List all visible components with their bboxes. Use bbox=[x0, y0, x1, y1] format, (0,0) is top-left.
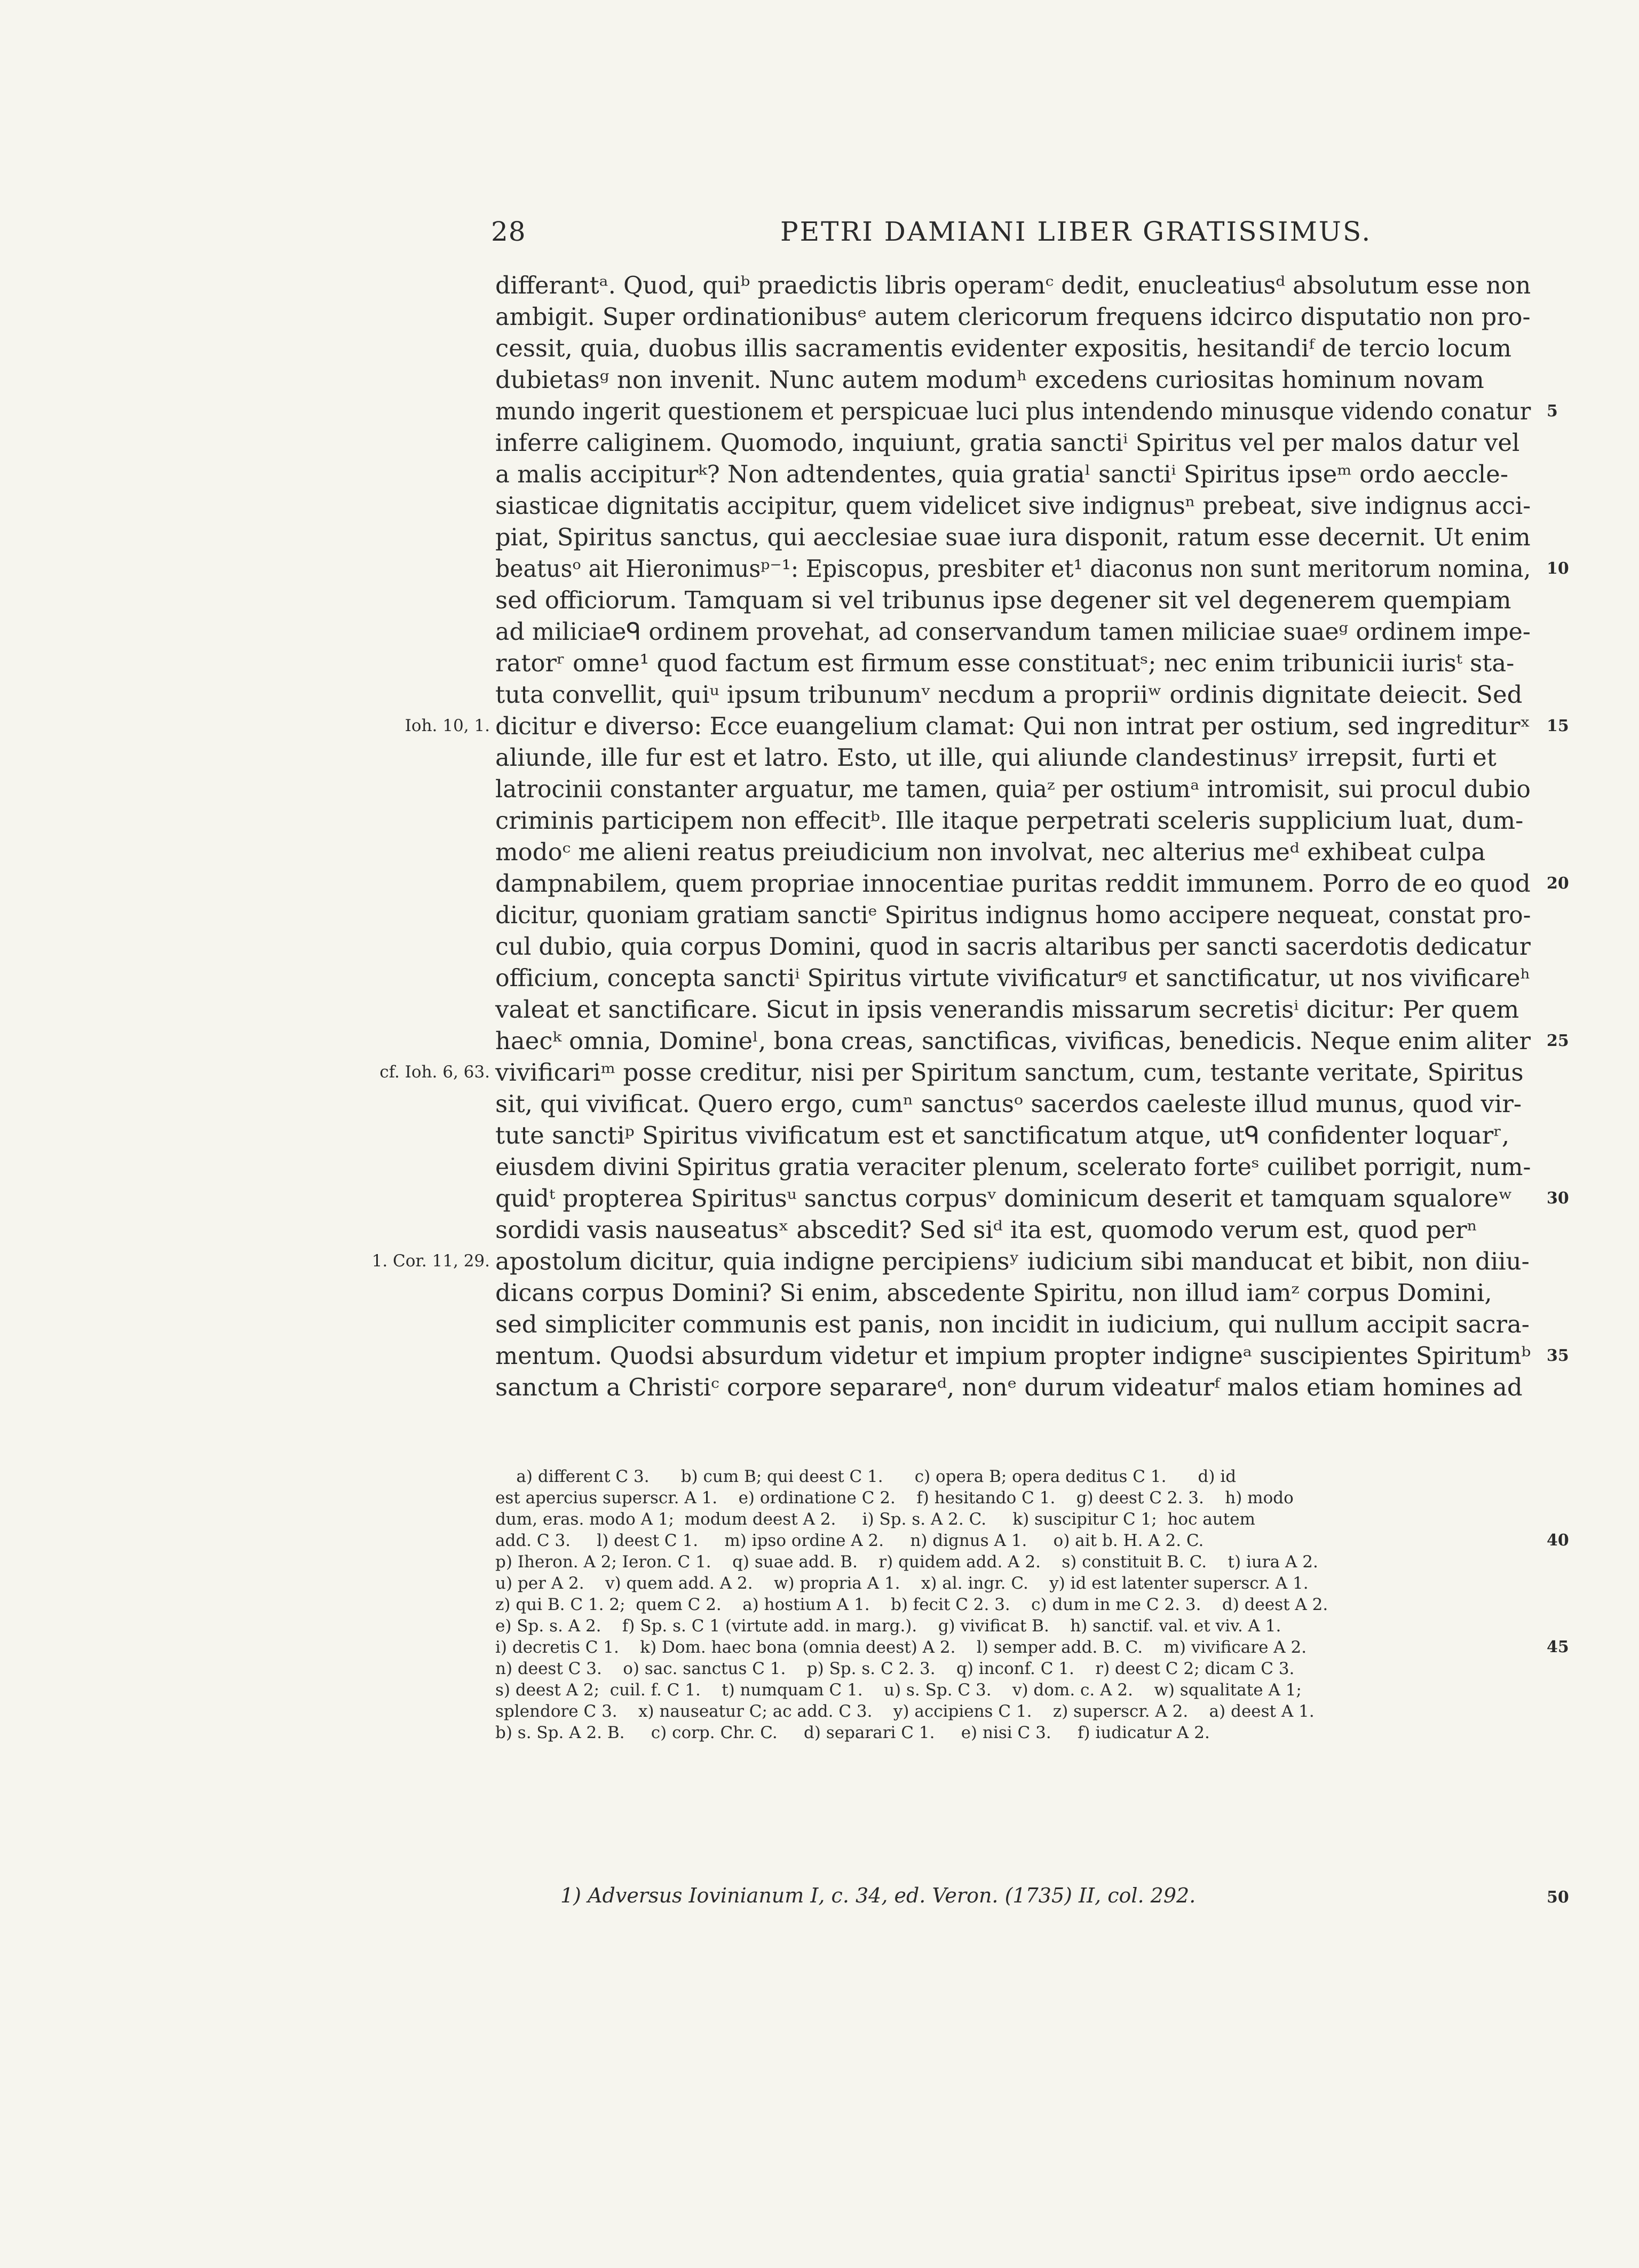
text-line bbox=[495, 994, 1531, 1025]
line-number: 35 bbox=[1547, 1346, 1569, 1365]
apparatus-line bbox=[495, 1594, 1531, 1615]
text-line bbox=[495, 584, 1531, 616]
line-text: criminis participem non effecitᵇ. Ille itaque perpetrati sceleris supplicium luat, dum- bbox=[495, 806, 1524, 835]
text-line bbox=[495, 301, 1531, 332]
text-line bbox=[495, 269, 1531, 301]
text-line bbox=[495, 490, 1531, 521]
line-text: valeat et sanctificare. Sicut in ipsis venerandis missarum secretisⁱ dicitur: Per quem bbox=[495, 995, 1519, 1024]
critical-apparatus bbox=[495, 1466, 1569, 1743]
apparatus-line bbox=[495, 1722, 1531, 1743]
text-line bbox=[495, 427, 1531, 458]
apparatus-text: n) deest C 3. o) sac. sanctus C 1. p) Sp. s. C 2. 3. q) inconf. C 1. r) deest C 2; dicam C 3. bbox=[495, 1659, 1295, 1678]
apparatus-line bbox=[495, 1573, 1531, 1594]
text-line bbox=[495, 553, 1569, 584]
apparatus-text: a) different C 3. b) cum B; qui deest C 1. c) opera B; opera deditus C 1. d) id bbox=[495, 1467, 1237, 1486]
margin-reference: Ioh. 10, 1. bbox=[405, 716, 490, 735]
text-line bbox=[371, 1246, 1531, 1277]
line-text: dampnabilem, quem propriae innocentiae puritas reddit immunem. Porro de eo quod bbox=[495, 869, 1531, 898]
line-text: eiusdem divini Spiritus gratia veraciter plenum, scelerato forteˢ cuilibet porrigit, num- bbox=[495, 1153, 1531, 1181]
text-line bbox=[495, 1183, 1569, 1214]
line-text: inferre caliginem. Quomodo, inquiunt, gratia sanctiⁱ Spiritus vel per malos datur vel bbox=[495, 429, 1520, 457]
apparatus-text: add. C 3. l) deest C 1. m) ipso ordine A 2. n) dignus A 1. o) ait b. H. A 2. C. bbox=[495, 1531, 1204, 1550]
footnote: 1) Adversus Iovinianum I, c. 34, ed. Veron. (1735) II, col. 292. bbox=[560, 1884, 1196, 1907]
line-text: tuta convellit, quiᵘ ipsum tribunumᵛ necdum a propriiʷ ordinis dignitate deiecit. Sed bbox=[495, 680, 1523, 709]
line-text: cessit, quia, duobus illis sacramentis evidenter expositis, hesitandiᶠ de tercio locum bbox=[495, 334, 1512, 362]
apparatus-text: dum, eras. modo A 1; modum deest A 2. i) Sp. s. A 2. C. k) suscipitur C 1; hoc autem bbox=[495, 1510, 1255, 1529]
apparatus-line bbox=[495, 1509, 1531, 1530]
text-line bbox=[495, 773, 1531, 805]
line-text: dubietasᵍ non invenit. Nunc autem modumʰ excedens curiositas hominum novam bbox=[495, 366, 1484, 394]
line-text: dicitur e diverso: Ecce euangelium clamat: Qui non intrat per ostium, sed ingrediturˣ bbox=[495, 712, 1531, 740]
line-text: sed simpliciter communis est panis, non incidit in iudicium, qui nullum accipit sacra- bbox=[495, 1310, 1530, 1338]
apparatus-text: b) s. Sp. A 2. B. c) corp. Chr. C. d) separari C 1. e) nisi C 3. f) iudicatur A 2. bbox=[495, 1723, 1210, 1742]
line-text: ratorʳ omne¹ quod factum est firmum esse constituatˢ; nec enim tribunicii iurisᵗ sta- bbox=[495, 649, 1515, 677]
text-line bbox=[495, 899, 1531, 931]
line-text: dicans corpus Domini? Si enim, abscedente Spiritu, non illud iamᶻ corpus Domini, bbox=[495, 1279, 1492, 1307]
line-text: beatusᵒ ait Hieronimusᵖ⁻¹: Episcopus, presbiter et¹ diaconus non sunt meritorum nomina, bbox=[495, 554, 1531, 583]
line-text: haecᵏ omnia, Domineˡ, bona creas, sanctificas, vivificas, benedicis. Neque enim aliter bbox=[495, 1027, 1531, 1055]
apparatus-text: est apercius superscr. A 1. e) ordinatione C 2. f) hesitando C 1. g) deest C 2. 3. h) modo bbox=[495, 1488, 1294, 1508]
line-text: sordidi vasis nauseatusˣ abscedit? Sed siᵈ ita est, quomodo verum est, quod perⁿ bbox=[495, 1216, 1478, 1244]
text-line bbox=[495, 647, 1531, 679]
text-line bbox=[495, 458, 1531, 490]
apparatus-text: i) decretis C 1. k) Dom. haec bona (omnia deest) A 2. l) semper add. B. C. m) vivificare A 2. bbox=[495, 1638, 1307, 1657]
text-line bbox=[495, 616, 1531, 647]
text-line bbox=[495, 1340, 1569, 1371]
apparatus-line bbox=[495, 1658, 1531, 1679]
line-text: piat, Spiritus sanctus, qui aecclesiae suae iura disponit, ratum esse decernit. Ut enim bbox=[495, 523, 1531, 551]
text-line bbox=[495, 1214, 1531, 1246]
apparatus-line bbox=[495, 1615, 1531, 1637]
text-line bbox=[495, 805, 1531, 836]
running-title: PETRI DAMIANI LIBER GRATISSIMUS. bbox=[780, 216, 1372, 247]
line-text: officium, concepta sanctiⁱ Spiritus virtute vivificaturᵍ et sanctificatur, ut nos vivificareʰ bbox=[495, 964, 1531, 992]
line-number: 45 bbox=[1547, 1638, 1569, 1656]
line-text: mentum. Quodsi absurdum videtur et impium propter indigneᵃ suscipientes Spiritumᵇ bbox=[495, 1342, 1531, 1370]
margin-reference: cf. Ioh. 6, 63. bbox=[379, 1062, 490, 1082]
text-line bbox=[495, 742, 1531, 773]
apparatus-text: p) Iheron. A 2; Ieron. C 1. q) suae add. B. r) quidem add. A 2. s) constituit B. C. t) iura A 2. bbox=[495, 1552, 1318, 1572]
text-line bbox=[495, 332, 1531, 364]
line-text: dicitur, quoniam gratiam sanctiᵉ Spiritus indignus homo accipere nequeat, constat pro- bbox=[495, 901, 1531, 929]
line-text: sanctum a Christiᶜ corpore separareᵈ, nonᵉ durum videaturᶠ malos etiam homines ad bbox=[495, 1373, 1523, 1401]
text-line bbox=[405, 710, 1569, 742]
line-number: 10 bbox=[1547, 559, 1569, 578]
line-text: latrocinii constanter arguatur, me tamen, quiaᶻ per ostiumᵃ intromisit, sui procul dubio bbox=[495, 775, 1531, 803]
line-text: tute sanctiᵖ Spiritus vivificatum est et sanctificatum atque, utᑫ confidenter loquarʳ, bbox=[495, 1121, 1510, 1149]
line-number: 15 bbox=[1547, 717, 1569, 735]
text-line bbox=[495, 836, 1531, 868]
text-line bbox=[495, 1151, 1531, 1183]
line-text: mundo ingerit questionem et perspicuae luci plus intendendo minusque videndo conatur bbox=[495, 397, 1531, 425]
line-number: 40 bbox=[1547, 1531, 1569, 1550]
line-text: quidᵗ propterea Spiritusᵘ sanctus corpusᵛ dominicum deserit et tamquam squaloreʷ bbox=[495, 1184, 1513, 1212]
main-text bbox=[371, 269, 1569, 1403]
line-text: cul dubio, quia corpus Domini, quod in sacris altaribus per sancti sacerdotis dedicatur bbox=[495, 932, 1531, 961]
text-line bbox=[495, 395, 1558, 427]
footnote-line-number: 50 bbox=[1547, 1888, 1569, 1907]
apparatus-text: s) deest A 2; cuil. f. C 1. t) numquam C 1. u) s. Sp. C 3. v) dom. c. A 2. w) squalitate A 1; bbox=[495, 1680, 1302, 1700]
page-number: 28 bbox=[491, 216, 526, 247]
line-text: a malis accipiturᵏ? Non adtendentes, quia gratiaˡ sanctiⁱ Spiritus ipseᵐ ordo aeccle- bbox=[495, 460, 1509, 488]
line-text: ambigit. Super ordinationibusᵉ autem clericorum frequens idcirco disputatio non pro- bbox=[495, 303, 1531, 331]
text-line bbox=[495, 1371, 1531, 1403]
margin-reference: 1. Cor. 11, 29. bbox=[371, 1251, 490, 1271]
line-text: sed officiorum. Tamquam si vel tribunus ipse degener sit vel degenerem quempiam bbox=[495, 586, 1511, 614]
text-line bbox=[495, 1277, 1531, 1309]
text-line bbox=[379, 1057, 1531, 1088]
text-line bbox=[495, 521, 1531, 553]
apparatus-text: z) qui B. C 1. 2; quem C 2. a) hostium A 1. b) fecit C 2. 3. c) dum in me C 2. 3. d) deest A 2. bbox=[495, 1595, 1328, 1614]
line-text: ad miliciaeᑫ ordinem provehat, ad conservandum tamen miliciae suaeᵍ ordinem impe- bbox=[495, 617, 1531, 646]
text-line bbox=[495, 364, 1531, 395]
line-number: 30 bbox=[1547, 1189, 1569, 1208]
line-number: 20 bbox=[1547, 874, 1569, 893]
apparatus-line bbox=[495, 1551, 1531, 1573]
text-line bbox=[495, 868, 1569, 899]
text-line bbox=[495, 1025, 1569, 1057]
text-line bbox=[495, 1088, 1531, 1120]
line-text: aliunde, ille fur est et latro. Esto, ut ille, qui aliunde clandestinusʸ irrepsit, furti et bbox=[495, 743, 1497, 772]
line-number: 5 bbox=[1547, 402, 1558, 421]
text-line bbox=[495, 931, 1531, 962]
apparatus-line bbox=[495, 1530, 1569, 1551]
text-line bbox=[495, 1309, 1531, 1340]
line-text: vivificariᵐ posse creditur, nisi per Spiritum sanctum, cum, testante veritate, Spiritus bbox=[495, 1058, 1524, 1087]
apparatus-line bbox=[495, 1679, 1531, 1701]
apparatus-text: splendore C 3. x) nauseatur C; ac add. C 3. y) accipiens C 1. z) superscr. A 2. a) deest A 1. bbox=[495, 1702, 1315, 1721]
apparatus-text: e) Sp. s. A 2. f) Sp. s. C 1 (virtute add. in marg.). g) vivificat B. h) sanctif. val. et viv. A 1. bbox=[495, 1616, 1281, 1636]
line-text: sit, qui vivificat. Quero ergo, cumⁿ sanctusᵒ sacerdos caeleste illud munus, quod vir- bbox=[495, 1090, 1522, 1118]
apparatus-line bbox=[495, 1487, 1531, 1509]
line-text: differantᵃ. Quod, quiᵇ praedictis libris operamᶜ dedit, enucleatiusᵈ absolutum esse non bbox=[495, 271, 1531, 299]
apparatus-line bbox=[495, 1701, 1531, 1722]
line-text: modoᶜ me alieni reatus preiudicium non involvat, nec alterius meᵈ exhibeat culpa bbox=[495, 838, 1486, 866]
apparatus-text: u) per A 2. v) quem add. A 2. w) propria A 1. x) al. ingr. C. y) id est latenter superscr. A 1. bbox=[495, 1574, 1309, 1593]
text-line bbox=[495, 1120, 1531, 1151]
apparatus-line bbox=[495, 1466, 1531, 1487]
line-text: siasticae dignitatis accipitur, quem videlicet sive indignusⁿ prebeat, sive indignus acci- bbox=[495, 491, 1531, 520]
text-line bbox=[495, 679, 1531, 710]
line-number: 25 bbox=[1547, 1032, 1569, 1050]
apparatus-line bbox=[495, 1637, 1569, 1658]
text-line bbox=[495, 962, 1531, 994]
line-text: apostolum dicitur, quia indigne percipiensʸ iudicium sibi manducat et bibit, non diiu- bbox=[495, 1247, 1530, 1275]
